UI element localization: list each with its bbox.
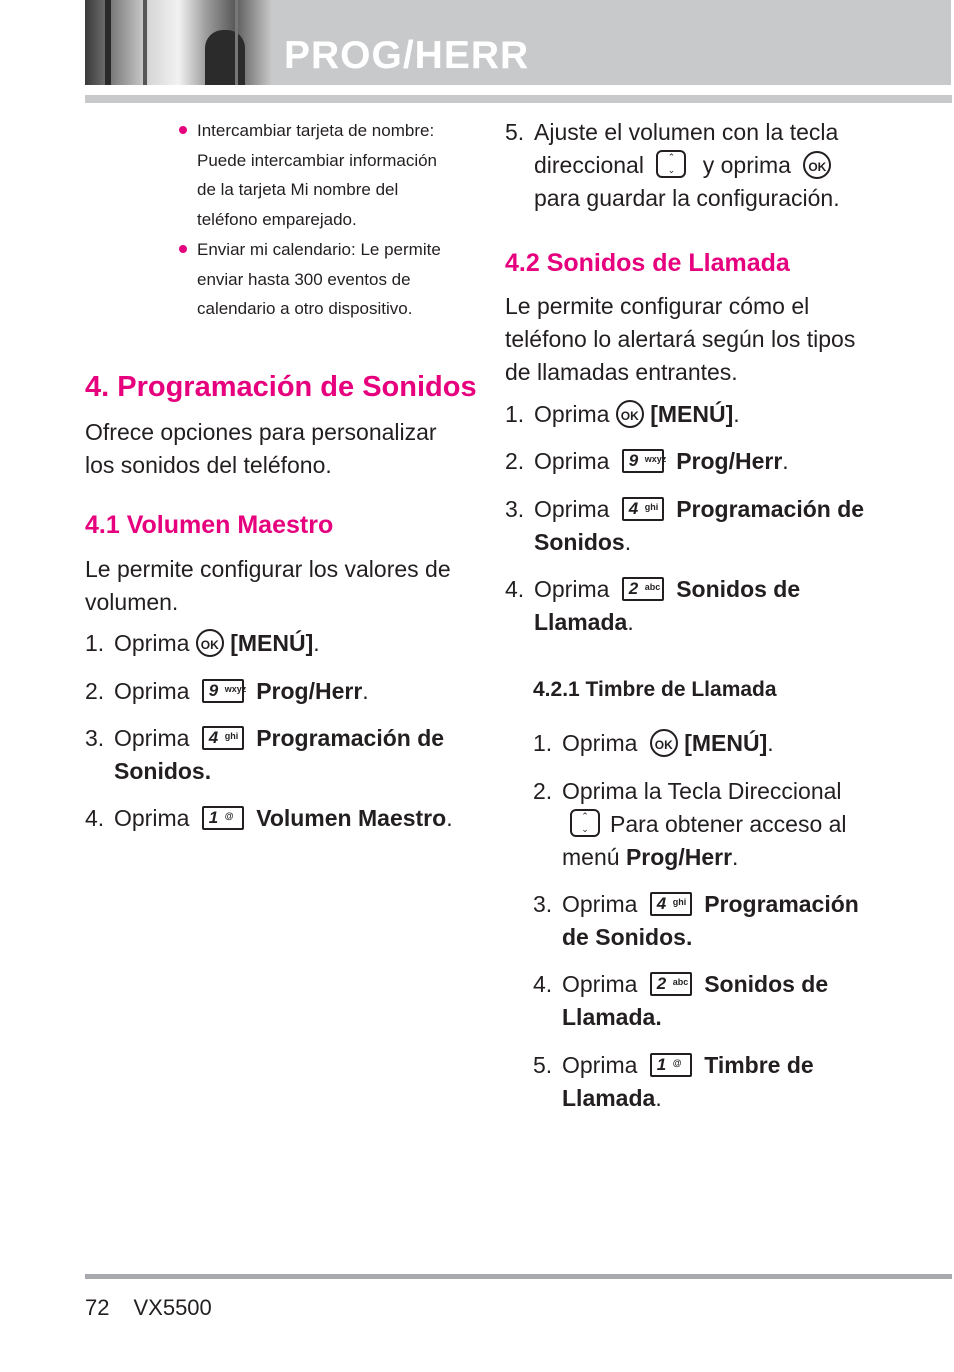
step: 2. Oprima la Tecla Direccional ⌃ ⌄ Para obtener acceso al menú Prog/Herr. <box>533 778 847 870</box>
key-9-icon: 9 wxyz <box>202 679 244 703</box>
step: 1. Oprima OK [MENÚ]. <box>85 630 320 656</box>
step: 2. Oprima 9 wxyz Prog/Herr. <box>85 678 369 704</box>
step: 4. Oprima 1 @ Volumen Maestro. <box>85 805 453 831</box>
subsection-heading: 4.1 Volumen Maestro <box>85 511 334 539</box>
step: 3. Oprima 4 ghi Programación de Sonidos. <box>533 891 859 950</box>
step: 1. Oprima OK [MENÚ]. <box>533 730 774 756</box>
ok-key-icon: OK <box>803 151 831 179</box>
nav-key-icon: ⌃ ⌄ <box>656 150 686 178</box>
subsection-intro: Le permite configurar cómo el teléfono lo alertará según los tipos de llamadas entrantes. <box>505 293 856 385</box>
bullet-item: Enviar mi calendario: Le permite enviar hasta 300 eventos de calendario a otro dispositivo. <box>179 235 449 324</box>
bullet-item: Intercambiar tarjeta de nombre: Puede intercambiar información de la tarjeta Mi nombre del teléfono emparejado. <box>179 116 449 235</box>
ok-key-icon: OK <box>196 629 224 657</box>
subsection-intro: Le permite configurar los valores de volumen. <box>85 556 451 615</box>
step: 3. Oprima 4 ghi Programación de Sonidos. <box>85 725 445 784</box>
footer-divider <box>85 1274 952 1279</box>
model-name: VX5500 <box>133 1295 212 1320</box>
key-2-icon: 2 abc <box>650 972 692 996</box>
key-4-icon: 4 ghi <box>622 497 664 521</box>
key-4-icon: 4 ghi <box>202 726 244 750</box>
footer <box>85 1293 212 1323</box>
key-1-icon: 1 @ <box>202 806 244 830</box>
ok-key-icon: OK <box>616 400 644 428</box>
header-divider <box>85 95 952 103</box>
key-1-icon: 1 @ <box>650 1053 692 1077</box>
key-4-icon: 4 ghi <box>650 892 692 916</box>
ok-key-icon: OK <box>650 729 678 757</box>
step: 2. Oprima 9 wxyz Prog/Herr. <box>505 448 789 474</box>
key-9-icon: 9 wxyz <box>622 449 664 473</box>
step: 5. Oprima 1 @ Timbre de Llamada. <box>533 1052 814 1111</box>
subsection-heading: 4.2 Sonidos de Llamada <box>505 249 790 277</box>
header-photo <box>85 0 272 85</box>
page-title: PROG/HERR <box>284 34 530 77</box>
key-2-icon: 2 abc <box>622 577 664 601</box>
step: 1. Oprima OK [MENÚ]. <box>505 401 740 427</box>
sub-subsection-heading: 4.2.1 Timbre de Llamada <box>533 678 777 701</box>
step: 4. Oprima 2 abc Sonidos de Llamada. <box>533 971 829 1030</box>
step: 3. Oprima 4 ghi Programación de Sonidos. <box>505 496 865 555</box>
bullet-list <box>179 116 449 324</box>
section-heading: 4. Programación de Sonidos <box>85 371 477 403</box>
step: 5. Ajuste el volumen con la tecla direccional ⌃ ⌄ y oprima OK para guardar la configuración. <box>505 119 840 211</box>
section-intro: Ofrece opciones para personalizar los sonidos del teléfono. <box>85 419 437 478</box>
step: 4. Oprima 2 abc Sonidos de Llamada. <box>505 576 801 635</box>
nav-key-icon: ⌃ ⌄ <box>570 809 600 837</box>
page-number: 72 <box>85 1295 110 1320</box>
